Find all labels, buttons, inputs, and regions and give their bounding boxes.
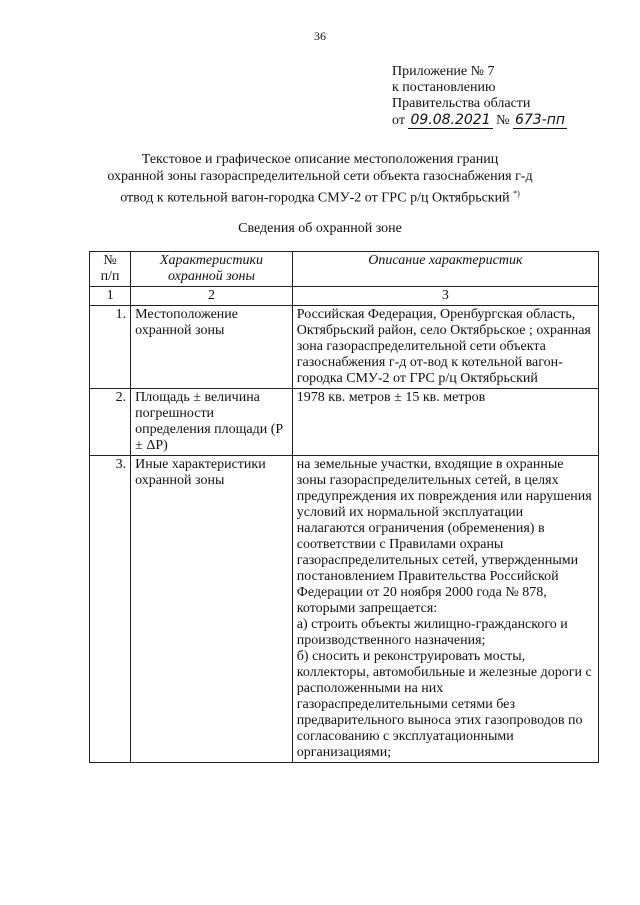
header-num-line: №	[103, 253, 117, 268]
appendix-line: Приложение № 7	[392, 64, 495, 79]
title-line: Текстовое и графическое описание местоположения границ	[141, 152, 499, 167]
table-row	[90, 389, 599, 456]
from-label: от	[392, 113, 405, 128]
description-cell	[292, 456, 598, 763]
characteristic-cell: Иные характеристики охранной зоны	[131, 456, 293, 763]
column-number-cell: 3	[292, 287, 598, 306]
description-item: а) строить объекты жилищно-гражданского и производственного назначения;	[296, 617, 568, 648]
table-header-row	[90, 252, 599, 287]
appendix-block	[392, 64, 567, 129]
row-number-cell: 2.	[90, 389, 131, 456]
column-number-row	[90, 287, 599, 306]
description-cell: Российская Федерация, Оренбургская область, Октябрьский район, село Октябрьское ; охранная зона газораспределительной сети объекта газоснабжения г-д от-вод к котельной вагон-городка СМУ-2 от ГРС р/ц Октябрьский	[292, 306, 598, 389]
characteristic-cell: Площадь ± величина погрешности определения площади (Р ± ΔР)	[131, 389, 293, 456]
header-description-cell: Описание характеристик	[292, 252, 598, 287]
table-row	[90, 306, 599, 389]
column-number-cell: 2	[131, 287, 293, 306]
description-item: б) сносить и реконструировать мосты, коллекторы, автомобильные и железные дороги с расположенными на них газораспределительными сетями без предварительного выноса этих газопроводов по согласованию с эксплуатационными организациями;	[296, 649, 592, 760]
description-paragraph: на земельные участки, входящие в охранные зоны газораспределительных сетей, в целях предупреждения их повреждения или нарушения условий их нормальной эксплуатации налагаются ограничения (обременения) в соответствии с Правилами охраны газораспределительных сетей, утвержденными постановлением Правительства Российской Федерации от 20 ноября 2000 года № 878, которыми запрещается:	[296, 457, 592, 616]
description-cell: 1978 кв. метров ± 15 кв. метров	[292, 389, 598, 456]
title-line	[60, 185, 580, 207]
row-number-cell: 3.	[90, 456, 131, 763]
footnote-mark: *)	[513, 189, 520, 198]
appendix-date-line	[392, 112, 567, 129]
zone-table	[89, 251, 599, 763]
appendix-line: к постановлению	[392, 80, 496, 95]
section-subtitle: Сведения об охранной зоне	[238, 221, 402, 236]
row-number-cell: 1.	[90, 306, 131, 389]
table-row	[90, 456, 599, 763]
handwritten-number: 673-пп	[514, 112, 566, 128]
document-title	[60, 151, 580, 207]
number-sign: №	[496, 113, 510, 128]
column-number-cell: 1	[90, 287, 131, 306]
header-num-cell	[90, 252, 131, 287]
title-line: охранной зоны газораспределительной сети объекта газоснабжения г-д	[107, 169, 533, 184]
characteristic-cell: Местоположение охранной зоны	[131, 306, 293, 389]
appendix-line: Правительства области	[392, 96, 531, 111]
page-number: 36	[314, 29, 326, 43]
header-num-line: п/п	[100, 269, 120, 284]
title-line-text: отвод к котельной вагон-городка СМУ-2 от ГРС р/ц Октябрьский	[120, 190, 510, 206]
header-characteristics-cell: Характеристики охранной зоны	[131, 252, 293, 287]
handwritten-date: 09.08.2021	[410, 112, 491, 128]
